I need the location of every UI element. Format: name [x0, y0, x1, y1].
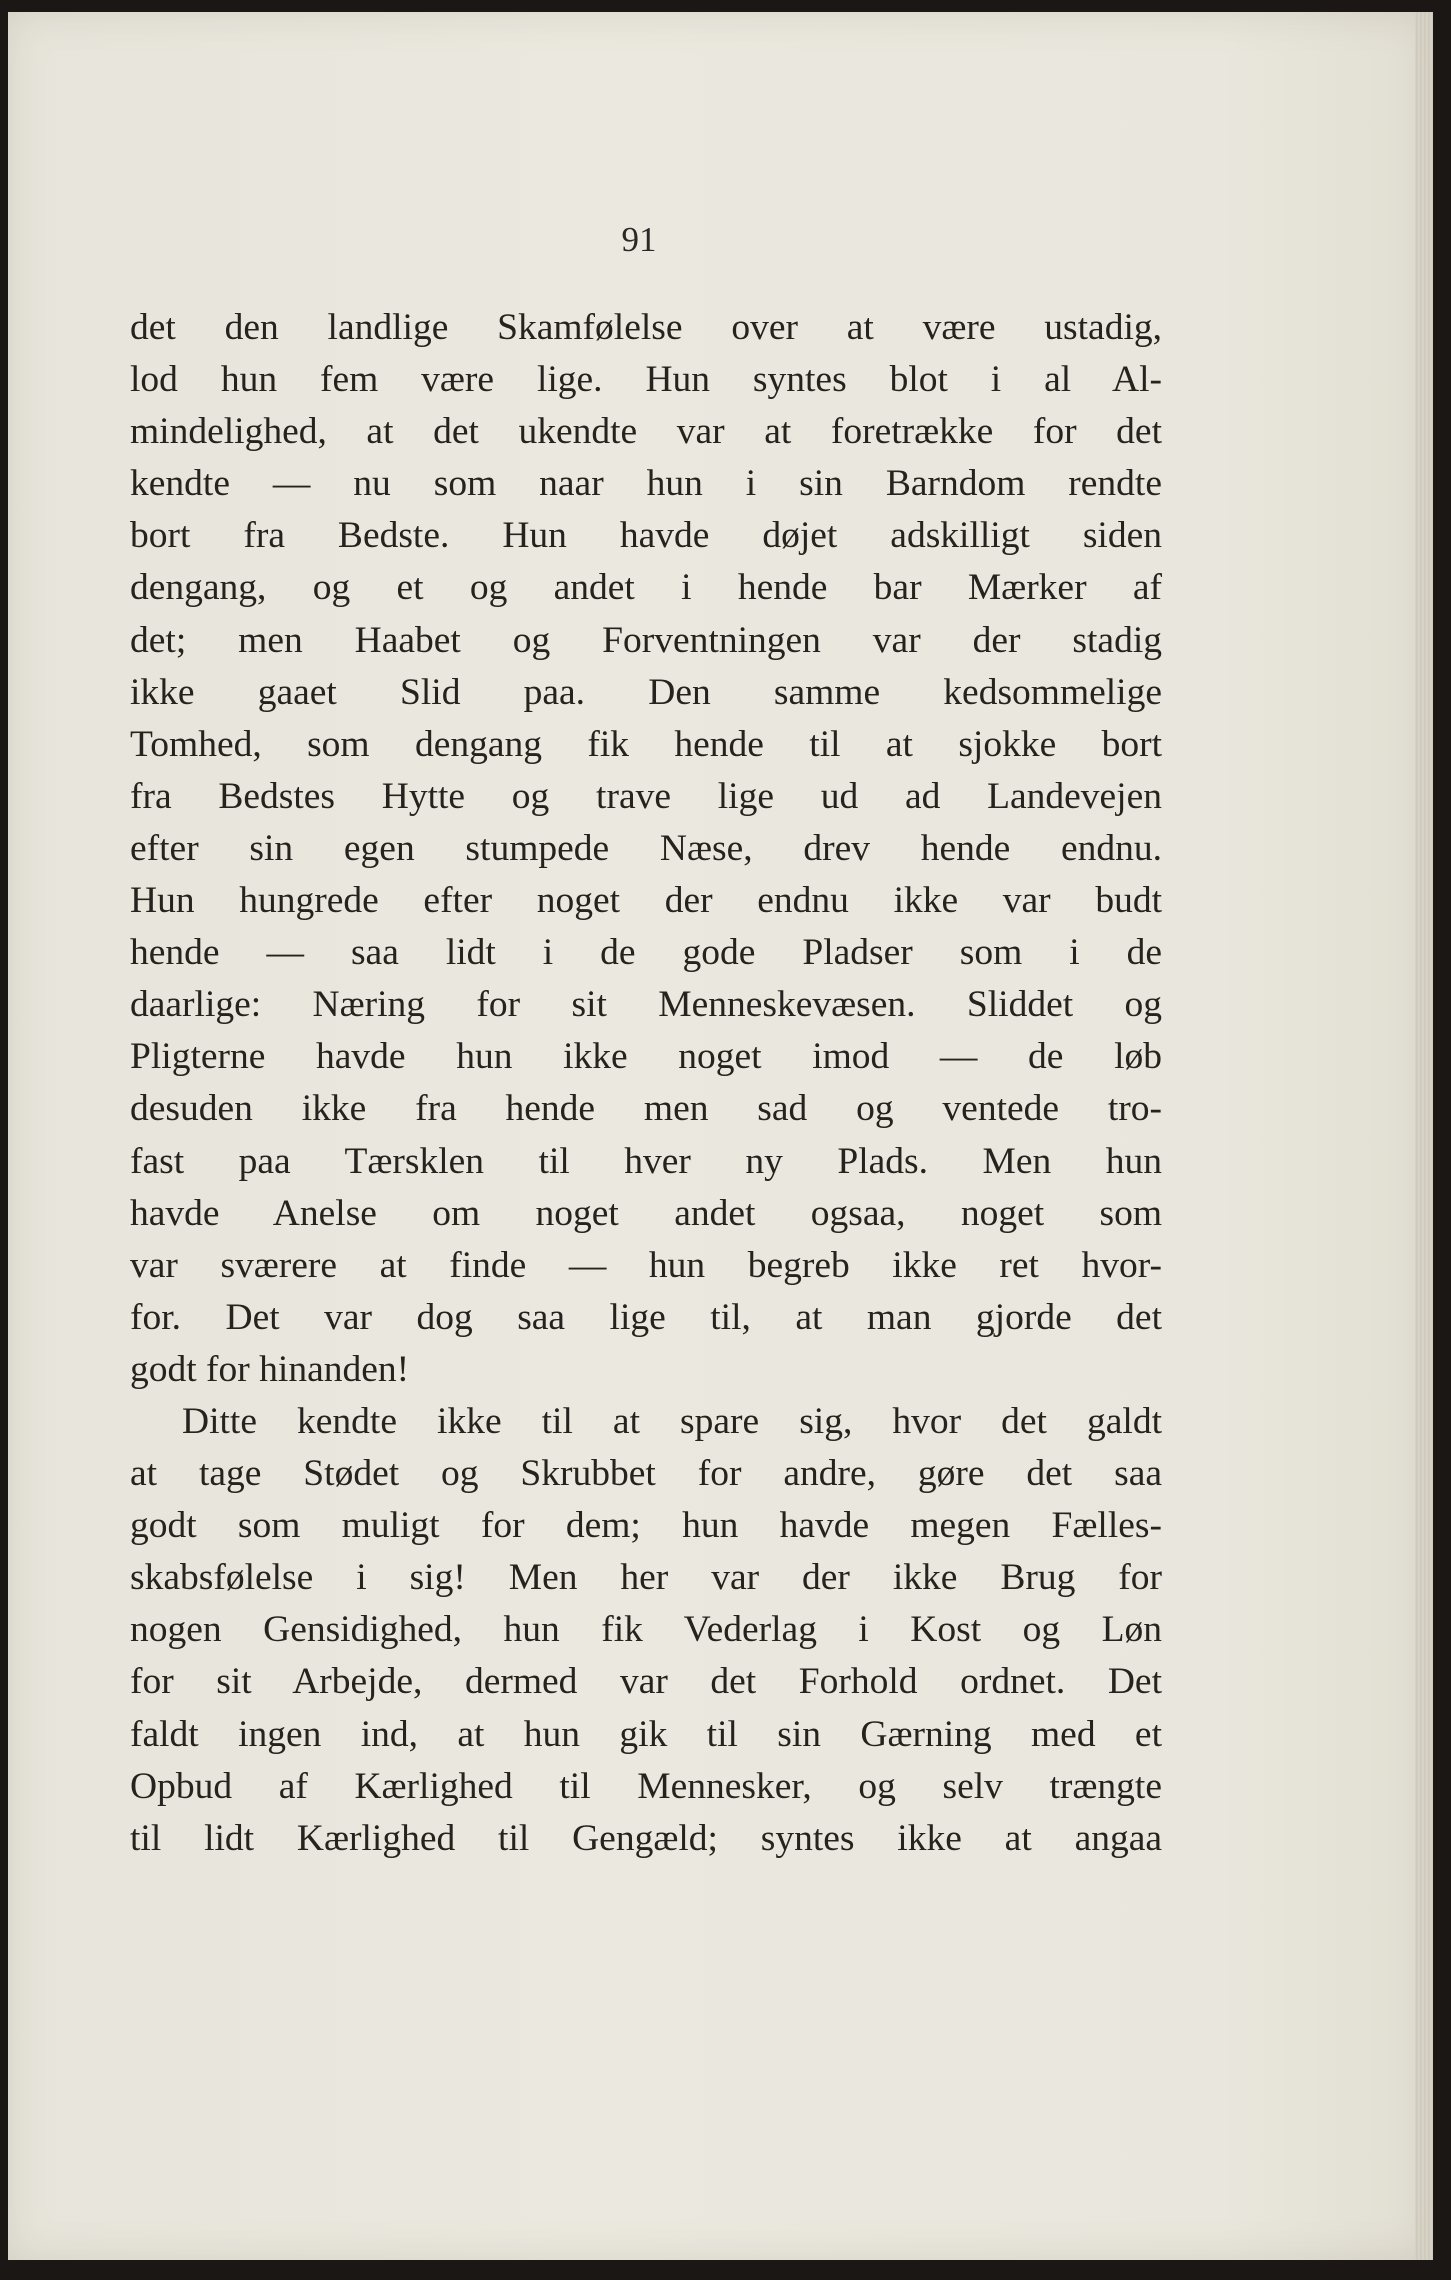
text-line: efter sin egen stumpede Næse, drev hende endnu.: [130, 827, 1162, 869]
text-line: lod hun fem være lige. Hun syntes blot i al Al-: [130, 359, 1162, 401]
text-line: faldt ingen ind, at hun gik til sin Gærning med et: [130, 1713, 1162, 1755]
text-line: godt som muligt for dem; hun havde megen Fælles-: [130, 1505, 1162, 1547]
page-edge: [1415, 12, 1433, 2260]
text-line: til lidt Kærlighed til Gengæld; syntes ikke at angaa: [130, 1817, 1162, 1859]
text-line: Hun hungrede efter noget der endnu ikke var budt: [130, 880, 1162, 922]
text-line: at tage Stødet og Skrubbet for andre, gøre det saa: [130, 1453, 1162, 1495]
text-line: fast paa Tærsklen til hver ny Plads. Men hun: [130, 1140, 1162, 1182]
page-number: 91: [621, 220, 657, 259]
text-line: for. Det var dog saa lige til, at man gjorde det: [130, 1296, 1162, 1338]
body-text: [130, 302, 1162, 1865]
text-line: dengang, og et og andet i hende bar Mærker af: [130, 567, 1162, 609]
text-line: havde Anelse om noget andet ogsaa, noget som: [130, 1192, 1162, 1234]
text-line: Tomhed, som dengang fik hende til at sjokke bort: [130, 723, 1162, 765]
text-line: for sit Arbejde, dermed var det Forhold ordnet. Det: [130, 1661, 1162, 1703]
text-line: nogen Gensidighed, hun fik Vederlag i Kost og Løn: [130, 1609, 1162, 1651]
text-line: Ditte kendte ikke til at spare sig, hvor det galdt: [182, 1400, 1162, 1442]
text-line: Opbud af Kærlighed til Mennesker, og selv trængte: [130, 1765, 1162, 1807]
text-line: kendte — nu som naar hun i sin Barndom rendte: [130, 463, 1162, 505]
book-page: [8, 12, 1433, 2260]
text-line: det den landlige Skamfølelse over at være ustadig,: [130, 307, 1162, 348]
text-line: Pligterne havde hun ikke noget imod — de løb: [130, 1036, 1162, 1078]
text-line: fra Bedstes Hytte og trave lige ud ad Landevejen: [130, 775, 1162, 817]
text-line: bort fra Bedste. Hun havde døjet adskilligt siden: [130, 515, 1162, 557]
text-line: det; men Haabet og Forventningen var der stadig: [130, 619, 1162, 661]
text-line: daarlige: Næring for sit Menneskevæsen. Sliddet og: [130, 984, 1162, 1026]
text-line: skabsfølelse i sig! Men her var der ikke Brug for: [130, 1557, 1162, 1599]
text-line: godt for hinanden!: [130, 1348, 410, 1390]
text-line: var sværere at finde — hun begreb ikke ret hvor-: [130, 1244, 1162, 1286]
text-line: desuden ikke fra hende men sad og ventede tro-: [130, 1088, 1162, 1130]
text-line: ikke gaaet Slid paa. Den samme kedsommelige: [130, 671, 1162, 713]
text-line: hende — saa lidt i de gode Pladser som i de: [130, 932, 1162, 974]
text-line: mindelighed, at det ukendte var at foretrække for det: [130, 411, 1162, 453]
